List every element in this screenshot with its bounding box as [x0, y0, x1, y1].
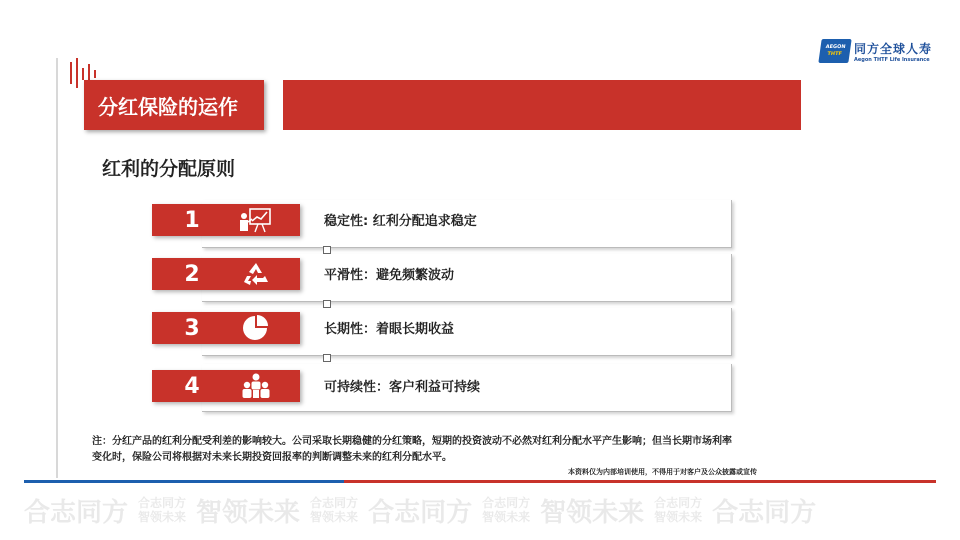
watermark-text: 合志同方: [24, 497, 129, 528]
watermark-text: 智领未来: [540, 497, 645, 528]
watermark-stack: [654, 496, 702, 524]
watermark-small: 智领未来: [654, 510, 703, 524]
section-subtitle: 红利的分配原则: [102, 158, 236, 180]
watermark-text: 合志同方: [712, 497, 817, 528]
footnote: 注：分红产品的红利分配受利差的影响较大。公司采取长期稳健的分红策略，短期的投资波动不必然对红利分配水平产生影响；但当长期市场利率变化时，保险公司将根据对未来长期投资回报率的判断调整未来的红利分配水平。: [92, 436, 732, 463]
principle-row-3: [152, 308, 732, 356]
title-banner: [283, 80, 801, 130]
principle-row-1: [152, 200, 732, 248]
number-badge: [152, 204, 300, 236]
pie-chart-icon: [236, 314, 276, 342]
watermark-small: 合志同方: [310, 496, 359, 510]
bullet-marker: [323, 354, 331, 362]
principle-label: 可持续性：客户利益可持续: [324, 380, 481, 395]
watermark-stack: [310, 496, 358, 524]
watermark-small: 智领未来: [138, 510, 187, 524]
watermark-text: 智领未来: [196, 497, 301, 528]
left-divider: [56, 58, 58, 478]
principle-number: 4: [184, 373, 200, 399]
footer-rule-red: [344, 480, 936, 483]
bullet-marker: [323, 300, 331, 308]
principle-number: 3: [184, 315, 200, 341]
watermark-small: 智领未来: [310, 510, 359, 524]
watermark-small: 合志同方: [138, 496, 187, 510]
aegon-mark: [818, 39, 851, 63]
principle-number: 1: [184, 207, 200, 233]
number-badge: [152, 370, 300, 402]
watermark-small: 智领未来: [482, 510, 531, 524]
principle-number: 2: [184, 261, 200, 287]
footer-watermark: [24, 488, 944, 532]
logo-mark-line1: AEGON: [825, 44, 846, 50]
brand-name-en: Aegon THTF Life Insurance: [854, 56, 930, 63]
principle-label: 长期性：着眼长期收益: [324, 322, 455, 337]
presentation-chart-icon: [236, 206, 276, 234]
company-logo: [820, 36, 932, 66]
watermark-small: 合志同方: [482, 496, 531, 510]
watermark-stack: [138, 496, 186, 524]
page-title: 分红保险的运作: [84, 80, 264, 130]
principle-row-4: [152, 364, 732, 412]
principle-label: 稳定性: 红利分配追求稳定: [324, 214, 477, 229]
watermark-small: 合志同方: [654, 496, 703, 510]
people-group-icon: [236, 372, 276, 400]
watermark-text: 合志同方: [368, 497, 473, 528]
internal-use-disclaimer: 本资料仅为内部培训使用，不得用于对客户及公众披露或宣传: [568, 468, 757, 476]
number-badge: [152, 258, 300, 290]
brand-name-cn: 同方全球人寿: [854, 41, 933, 56]
footer-rule-blue: [24, 480, 344, 483]
number-badge: [152, 312, 300, 344]
watermark-stack: [482, 496, 530, 524]
principle-row-2: [152, 254, 732, 302]
bullet-marker: [323, 246, 331, 254]
logo-mark-line2: THTF: [826, 51, 843, 57]
principle-label: 平滑性：避免频繁波动: [324, 268, 455, 283]
recycle-icon: [236, 260, 276, 288]
